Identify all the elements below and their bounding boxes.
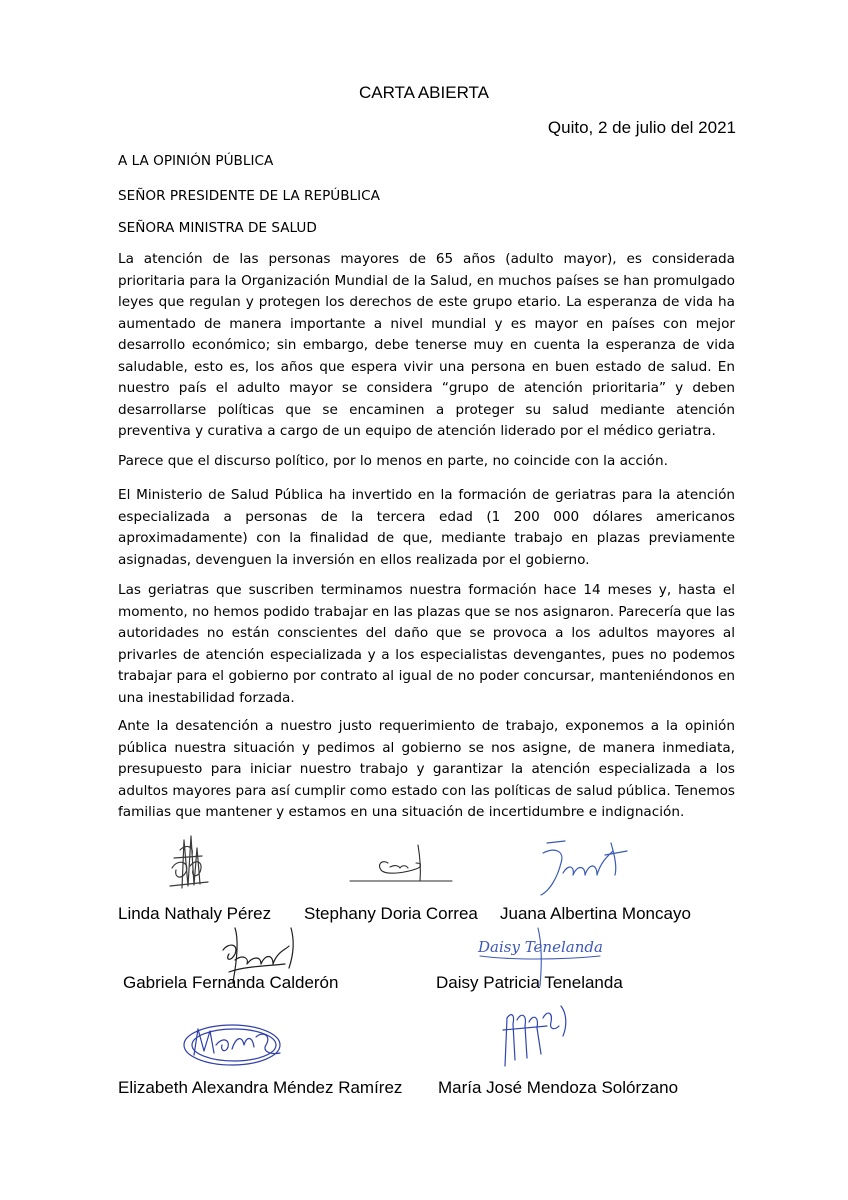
signature-stephany (348, 843, 458, 888)
paragraph-5: Ante la desatención a nuestro justo requerimiento de trabajo, exponemos a la opinión pública nuestra situación y pedimos al gobierno se nos asigne, de manera inmediata, presupuesto para iniciar nuestro trabajo y garantizar la atención especializada a los adultos mayores para así cumplir como estado con las políticas de salud pública. Tenemos familias que mantener y estamos en una situación de incertidumbre e indignación. (118, 718, 735, 820)
signature-elizabeth (180, 1015, 290, 1075)
addressee-minister: SEÑORA MINISTRA DE SALUD (118, 220, 317, 236)
signature-juana (535, 833, 635, 903)
addressee-president: SEÑOR PRESIDENTE DE LA REPÚBLICA (118, 188, 380, 204)
signatory-name-2: Stephany Doria Correa (304, 904, 478, 923)
letter-date: Quito, 2 de julio del 2021 (547, 118, 736, 137)
paragraph-2: Parece que el discurso político, por lo menos en parte, no coincide con la acción. (118, 453, 668, 469)
signatory-name-3: Juana Albertina Moncayo (500, 904, 691, 923)
signature-maria-jose (497, 1000, 577, 1070)
signatory-name-5: Daisy Patricia Tenelanda (436, 973, 623, 992)
paragraph-4: Las geriatras que suscriben terminamos nuestra formación hace 14 meses y, hasta el momento, no hemos podido trabajar en las plazas que se nos asignaron. Parecería que las autoridades no están conscientes del daño que se provoca a los adultos mayores al privarles de atención especializada y a los especialistas devengantes, pues no podemos trabajar para el gobierno por contrato al igual de no poder concursar, manteniéndonos en una inestabilidad forzada. (118, 582, 735, 706)
addressee-public: A LA OPINIÓN PÚBLICA (118, 153, 274, 169)
signature-linda (160, 828, 230, 893)
letter-title: CARTA ABIERTA (358, 83, 490, 102)
signatory-name-4: Gabriela Fernanda Calderón (123, 973, 339, 992)
signatory-name-7: María José Mendoza Solórzano (438, 1078, 679, 1097)
paragraph-1: La atención de las personas mayores de 65 años (adulto mayor), es considerada prioritaria para la Organización Mundial de la Salud, en muchos países se han promulgado leyes que regulan y protegen los derechos de este grupo etario. La esperanza de vida ha aumentado de manera importante a nivel mundial y es mayor en países con mejor desarrollo económico; sin embargo, debe tenerse muy en cuenta la esperanza de vida saludable, esto es, los años que espera vivir una persona en buen estado de salud. En nuestro país el adulto mayor se considera “grupo de atención prioritaria” y deben desarrollarse políticas que se encaminen a proteger su salud mediante atención preventiva y curativa a cargo de un equipo de atención liderado por el médico geriatra. (118, 251, 735, 439)
signatory-name-6: Elizabeth Alexandra Méndez Ramírez (118, 1078, 403, 1097)
signature-daisy-script: Daisy Tenelanda (478, 938, 603, 956)
signatory-name-1: Linda Nathaly Pérez (118, 904, 272, 923)
paragraph-3: El Ministerio de Salud Pública ha invertido en la formación de geriatras para la atención especializada a personas de la tercera edad (1 200 000 dólares americanos aproximadamente) con la finalidad de que, mediante trabajo en plazas previamente asignadas, devenguen la inversión en ellos realizada por el gobierno. (118, 487, 735, 568)
